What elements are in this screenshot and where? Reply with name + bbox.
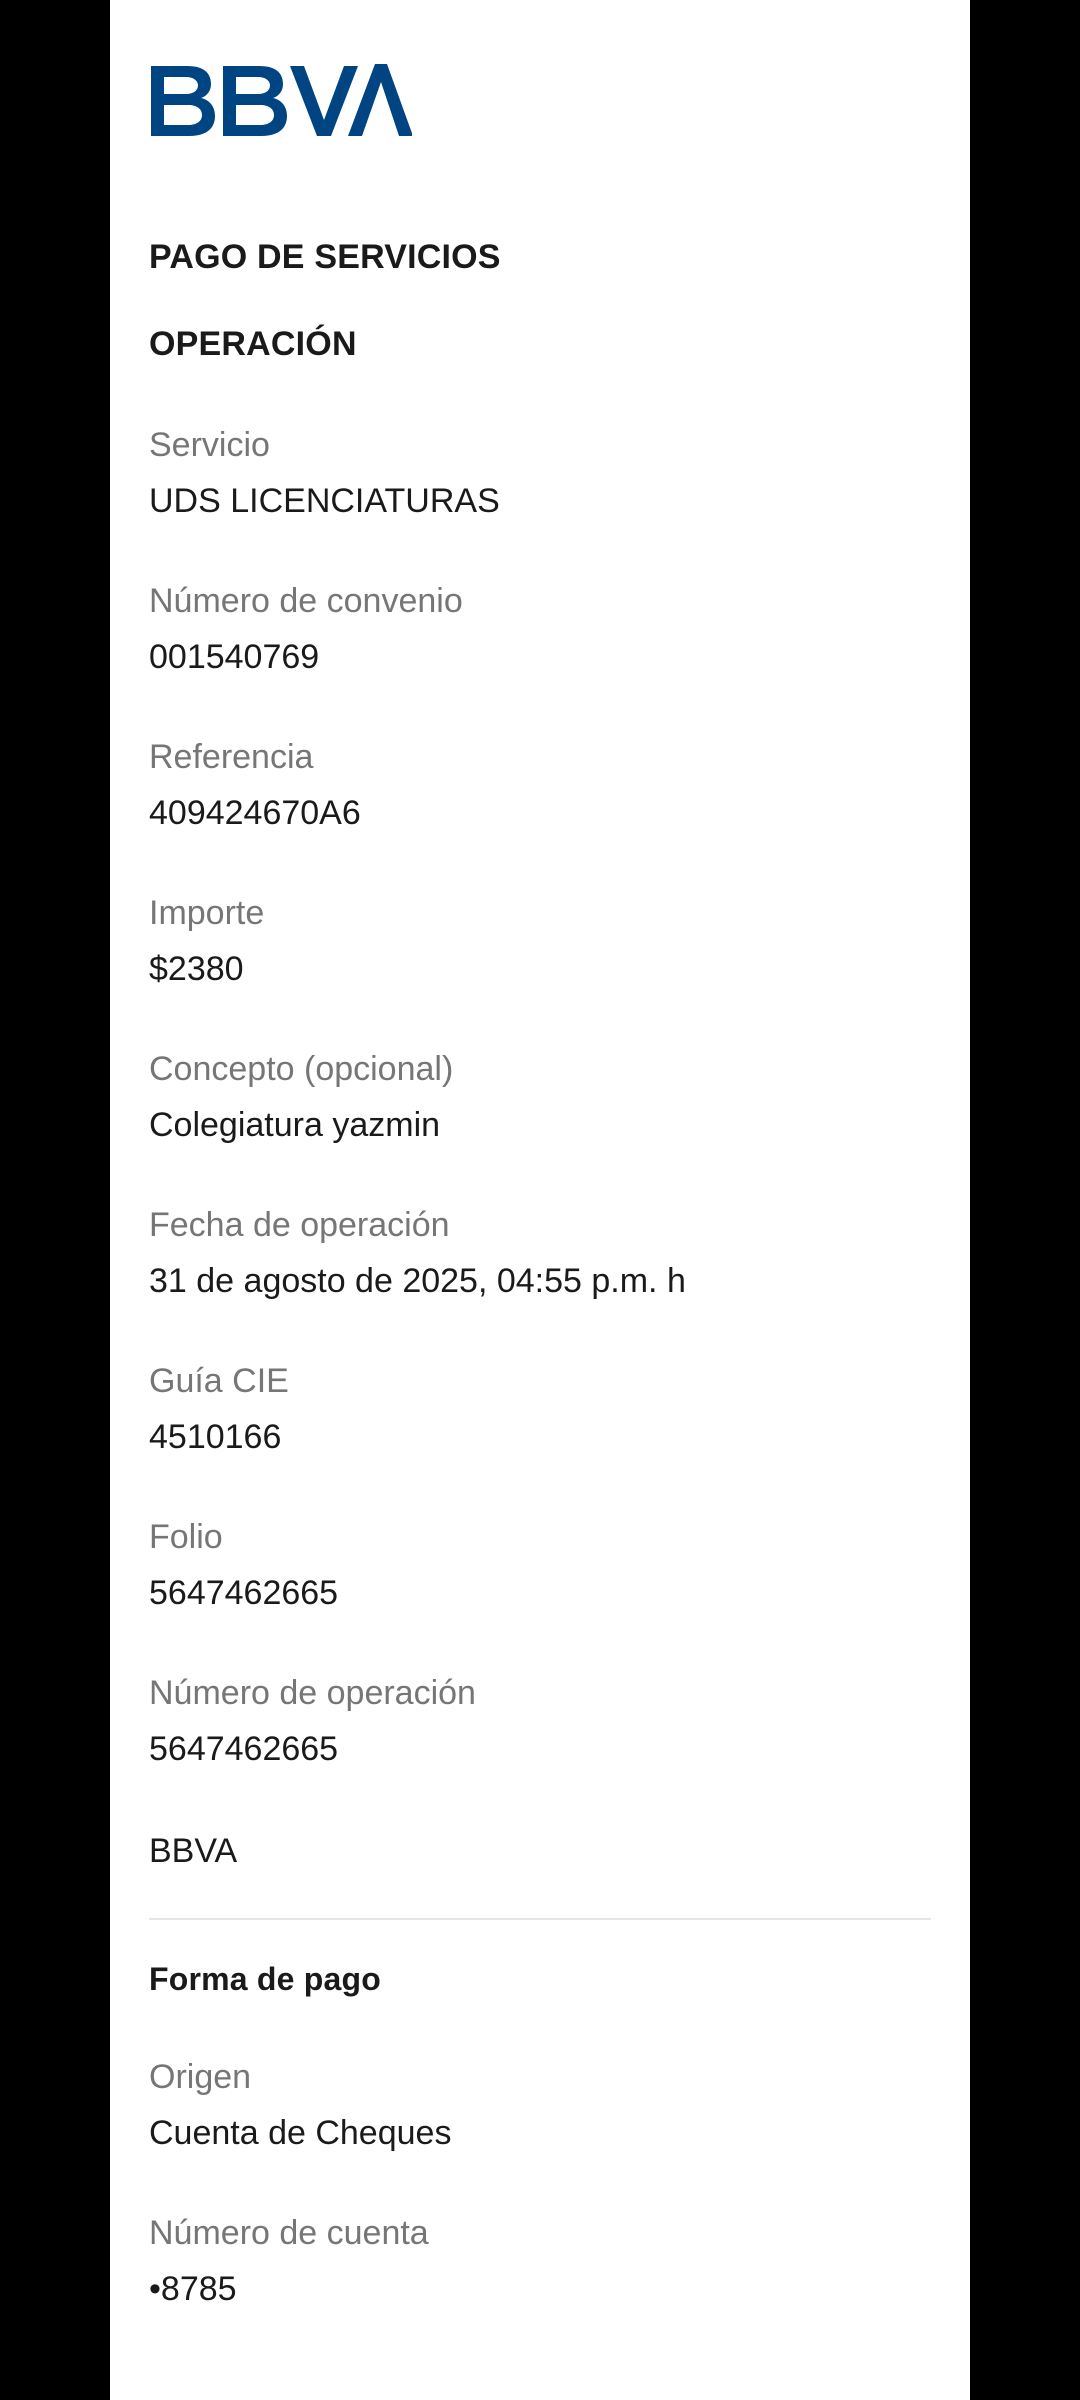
operation-title: OPERACIÓN [149,325,357,363]
field-label: Origen [149,2058,252,2096]
field-origen [149,2057,939,2153]
field-value: UDS LICENCIATURAS [149,482,500,520]
field-guia-cie [149,1361,939,1457]
field-label: Número de cuenta [149,2214,429,2252]
field-servicio [149,425,939,521]
field-value: 5647462665 [149,1574,339,1612]
field-numero-cuenta [149,2213,939,2309]
receipt-panel [110,0,970,2400]
field-value: 001540769 [149,638,320,676]
field-label: Fecha de operación [149,1206,450,1244]
payment-method-title: Forma de pago [149,1961,381,1997]
field-folio [149,1517,939,1613]
section-title: PAGO DE SERVICIOS [149,238,501,276]
field-value: Cuenta de Cheques [149,2114,452,2152]
field-value: 4510166 [149,1418,282,1456]
field-label: Folio [149,1518,223,1556]
bbva-logo-mark [147,60,412,138]
field-value: Colegiatura yazmin [149,1106,441,1144]
field-label: Número de convenio [149,582,463,620]
field-label: Concepto (opcional) [149,1050,454,1088]
field-label: Importe [149,894,265,932]
bank-name: BBVA [149,1832,238,1870]
field-value: 31 de agosto de 2025, 04:55 p.m. h [149,1262,686,1300]
field-referencia [149,737,939,833]
field-value: •8785 [149,2270,237,2308]
field-label: Guía CIE [149,1362,289,1400]
field-label: Número de operación [149,1674,476,1712]
field-label: Referencia [149,738,314,776]
bbva-logo [147,60,412,138]
field-value: 409424670A6 [149,794,361,832]
field-value: $2380 [149,950,244,988]
field-importe [149,893,939,989]
field-fecha-operacion [149,1205,939,1301]
field-value: 5647462665 [149,1730,339,1768]
field-concepto [149,1049,939,1145]
field-label: Servicio [149,426,270,464]
field-numero-convenio [149,581,939,677]
field-numero-operacion [149,1673,939,1769]
divider [149,1918,931,1920]
